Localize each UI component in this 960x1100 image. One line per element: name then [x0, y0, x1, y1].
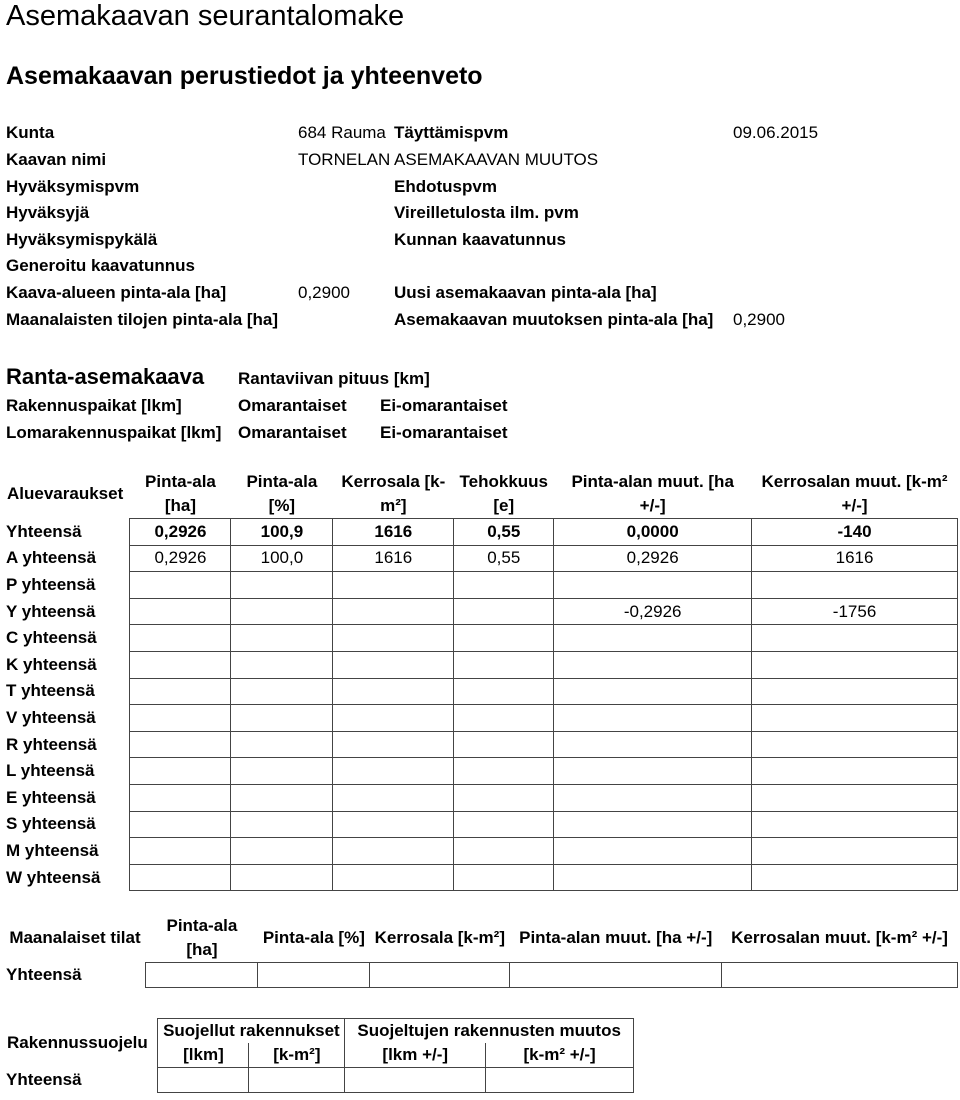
table-cell: [486, 1068, 634, 1093]
table-cell: [554, 651, 752, 678]
table-cell: [231, 864, 333, 891]
table-cell: -140: [752, 519, 958, 546]
ehdotuspvm-label: Ehdotuspvm: [394, 177, 497, 196]
row-label: T yhteensä: [6, 681, 95, 701]
row-label: Yhteensä: [6, 521, 82, 541]
table-cell: [454, 625, 554, 652]
kunta-label: Kunta: [6, 123, 55, 142]
maanalaiset-label: Maanalaisten tilojen pinta-ala [ha]: [6, 310, 279, 329]
rakennuspaikat-label: Rakennuspaikat [lkm]: [6, 396, 182, 415]
row-label: C yhteensä: [6, 628, 97, 648]
table-cell: [130, 864, 231, 891]
table-cell: [249, 1068, 345, 1093]
eiomarantaiset-2-label: Ei-omarantaiset: [380, 423, 508, 442]
header-kerrosala: Kerrosala [k-m²]: [341, 472, 446, 515]
omarantaiset-label: Omarantaiset: [238, 396, 347, 415]
table-row: [4, 651, 958, 678]
row-label: W yhteensä: [6, 867, 101, 887]
table-cell: [752, 625, 958, 652]
table-cell: 1616: [333, 545, 454, 572]
maanalaiset-table: [4, 914, 958, 988]
table-cell: 0,0000: [554, 519, 752, 546]
header-km2-muutos: [k-m² +/-]: [486, 1043, 634, 1068]
table-cell: [231, 758, 333, 785]
ranta-title: Ranta-asemakaava: [6, 364, 205, 389]
section-title: Asemakaavan perustiedot ja yhteenveto: [6, 62, 483, 90]
table-cell: -0,2926: [554, 598, 752, 625]
table-cell: [130, 572, 231, 599]
table-cell: [554, 864, 752, 891]
row-label: L yhteensä: [6, 761, 95, 781]
table-cell: [454, 678, 554, 705]
table-cell: [333, 572, 454, 599]
table-header-row: [4, 470, 958, 519]
header-pinta-alan-muut: Pinta-alan muut. [ha +/-]: [571, 472, 734, 515]
aluevaraukset-table: [4, 470, 958, 891]
table-cell: [333, 598, 454, 625]
table-cell: [554, 705, 752, 732]
loma-label: Lomarakennuspaikat [lkm]: [6, 423, 222, 442]
muutos-label: Asemakaavan muutoksen pinta-ala [ha]: [394, 310, 714, 329]
table-cell: [752, 678, 958, 705]
table-cell: [454, 705, 554, 732]
table-cell: [231, 572, 333, 599]
table-cell: [258, 963, 370, 988]
kaava-alue-value: 0,2900: [298, 283, 350, 302]
table-row: [4, 705, 958, 732]
row-label: Y yhteensä: [6, 601, 96, 621]
table-cell: [752, 705, 958, 732]
hyvaksymispykala-label: Hyväksymispykälä: [6, 230, 158, 249]
table-cell: 0,2926: [130, 519, 231, 546]
header-km2: [k-m²]: [249, 1043, 345, 1068]
table-cell: [130, 625, 231, 652]
table-cell: [231, 678, 333, 705]
table-cell: [510, 963, 722, 988]
row-label: Yhteensä: [6, 1070, 82, 1089]
omarantaiset-2-label: Omarantaiset: [238, 423, 347, 442]
table-cell: [333, 758, 454, 785]
kunnan-kaavatunnus-label: Kunnan kaavatunnus: [394, 230, 566, 249]
rakennussuojelu-table: [4, 1018, 634, 1093]
kaavan-nimi-value: TORNELAN ASEMAKAAVAN MUUTOS: [298, 150, 599, 169]
table-cell: [333, 625, 454, 652]
table-cell: 0,2926: [554, 545, 752, 572]
table-cell: [333, 784, 454, 811]
table-cell: [454, 598, 554, 625]
header-suojellut: Suojellut rakennukset: [158, 1019, 345, 1044]
header-pinta-ala-ha: Pinta-ala [ha]: [166, 916, 238, 959]
header-aluevaraukset: Aluevaraukset: [7, 484, 124, 504]
header-kerrosala: Kerrosala [k-m²]: [374, 928, 505, 947]
table-cell: [454, 651, 554, 678]
table-cell: [333, 811, 454, 838]
hyvaksymispvm-label: Hyväksymispvm: [6, 177, 140, 196]
table-cell: [722, 963, 958, 988]
table-cell: [752, 651, 958, 678]
tayttamispvm-value: 09.06.2015: [733, 123, 819, 142]
table-cell: [454, 784, 554, 811]
row-label: E yhteensä: [6, 787, 96, 807]
table-cell: [454, 864, 554, 891]
table-row: [4, 598, 958, 625]
table-cell: [146, 963, 258, 988]
table-cell: [554, 838, 752, 865]
row-label: P yhteensä: [6, 574, 96, 594]
table-cell: 0,55: [454, 545, 554, 572]
table-cell: [752, 838, 958, 865]
table-row: [4, 678, 958, 705]
tayttamispvm-label: Täyttämispvm: [394, 123, 509, 142]
row-label: M yhteensä: [6, 840, 99, 860]
table-cell: [130, 758, 231, 785]
table-cell: [554, 758, 752, 785]
vireilletulo-label: Vireilletulosta ilm. pvm: [394, 203, 579, 222]
row-label: R yhteensä: [6, 734, 97, 754]
header-kerrosalan-muut: Kerrosalan muut. [k-m² +/-]: [731, 928, 948, 947]
uusi-label: Uusi asemakaavan pinta-ala [ha]: [394, 283, 657, 302]
table-cell: [333, 838, 454, 865]
table-cell: [370, 963, 510, 988]
table-row: [4, 758, 958, 785]
kaavan-nimi-label: Kaavan nimi: [6, 150, 107, 169]
table-cell: [554, 731, 752, 758]
table-cell: [752, 758, 958, 785]
table-cell: [158, 1068, 249, 1093]
row-label: V yhteensä: [6, 707, 96, 727]
table-cell: 0,2926: [130, 545, 231, 572]
table-cell: 1616: [333, 519, 454, 546]
table-cell: [130, 838, 231, 865]
table-cell: 1616: [752, 545, 958, 572]
table-cell: [454, 731, 554, 758]
muutos-value: 0,2900: [733, 310, 785, 329]
table-cell: [454, 572, 554, 599]
table-row: [4, 864, 958, 891]
table-cell: [752, 864, 958, 891]
table-cell: [554, 625, 752, 652]
rantaviiva-label: Rantaviivan pituus [km]: [238, 369, 430, 388]
header-lkm-muutos: [lkm +/-]: [345, 1043, 486, 1068]
table-cell: [231, 705, 333, 732]
header-maanalaiset-tilat: Maanalaiset tilat: [9, 928, 141, 948]
table-cell: [333, 651, 454, 678]
table-cell: [333, 864, 454, 891]
table-cell: [130, 678, 231, 705]
form-title: Asemakaavan seurantalomake: [6, 0, 405, 32]
table-cell: [554, 572, 752, 599]
table-cell: [554, 784, 752, 811]
table-cell: [454, 758, 554, 785]
table-cell: [752, 784, 958, 811]
table-row: [4, 838, 958, 865]
header-tehokkuus: Tehokkuus [e]: [459, 472, 549, 515]
table-cell: [454, 838, 554, 865]
header-lkm: [lkm]: [158, 1043, 249, 1068]
table-cell: [231, 784, 333, 811]
header-kerrosalan-muut: Kerrosalan muut. [k-m² +/-]: [761, 472, 948, 515]
table-row: [4, 811, 958, 838]
table-cell: [130, 731, 231, 758]
table-cell: [752, 731, 958, 758]
table-cell: [333, 678, 454, 705]
table-row: [4, 784, 958, 811]
table-cell: [554, 678, 752, 705]
row-label: S yhteensä: [6, 814, 96, 834]
table-cell: [231, 838, 333, 865]
hyvaksyja-label: Hyväksyjä: [6, 203, 90, 222]
generoitu-label: Generoitu kaavatunnus: [6, 256, 195, 275]
header-pinta-ala-ha: Pinta-ala [ha]: [145, 472, 216, 515]
table-row: [4, 625, 958, 652]
table-row: [4, 731, 958, 758]
header-pinta-ala-pct: Pinta-ala [%]: [246, 472, 318, 515]
table-row: [4, 519, 958, 546]
table-cell: [231, 651, 333, 678]
table-cell: [333, 705, 454, 732]
header-pinta-alan-muut: Pinta-alan muut. [ha +/-]: [519, 928, 713, 947]
kunta-value: 684 Rauma: [298, 123, 386, 142]
eiomarantaiset-label: Ei-omarantaiset: [380, 396, 508, 415]
table-cell: [231, 731, 333, 758]
table-cell: [130, 598, 231, 625]
table-cell: [554, 811, 752, 838]
table-cell: [130, 784, 231, 811]
table-cell: [130, 651, 231, 678]
table-cell: [454, 811, 554, 838]
table-cell: [231, 598, 333, 625]
table-row: [4, 963, 958, 988]
row-label: A yhteensä: [6, 548, 97, 568]
table-cell: [231, 625, 333, 652]
table-cell: 100,9: [231, 519, 333, 546]
table-header-row: [4, 1019, 634, 1044]
header-suojeltujen-muutos: Suojeltujen rakennusten muutos: [345, 1019, 634, 1044]
table-row: [4, 572, 958, 599]
table-cell: [345, 1068, 486, 1093]
table-cell: [752, 811, 958, 838]
table-cell: [231, 811, 333, 838]
table-cell: [130, 811, 231, 838]
row-label: Yhteensä: [6, 965, 82, 984]
table-cell: 100,0: [231, 545, 333, 572]
table-row: [4, 545, 958, 572]
table-cell: [130, 705, 231, 732]
table-cell: [333, 731, 454, 758]
header-rakennussuojelu: Rakennussuojelu: [7, 1033, 148, 1052]
table-cell: [752, 572, 958, 599]
table-cell: -1756: [752, 598, 958, 625]
table-cell: 0,55: [454, 519, 554, 546]
table-row: [4, 1068, 634, 1093]
table-header-row: [4, 914, 958, 963]
header-pinta-ala-pct: Pinta-ala [%]: [262, 928, 365, 947]
row-label: K yhteensä: [6, 654, 97, 674]
kaava-alue-label: Kaava-alueen pinta-ala [ha]: [6, 283, 227, 302]
